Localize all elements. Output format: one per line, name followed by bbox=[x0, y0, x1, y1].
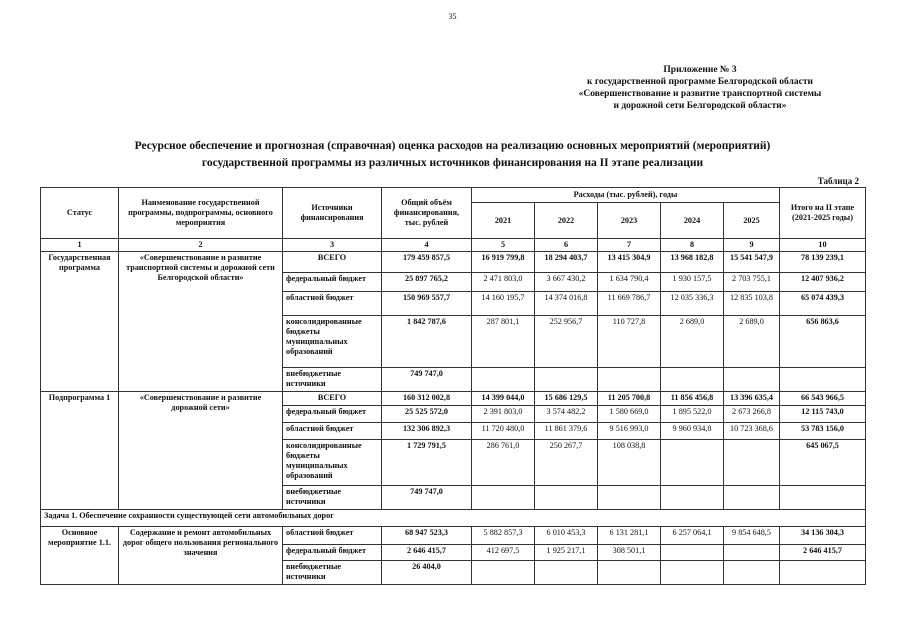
row-source: областной бюджет bbox=[283, 292, 382, 316]
cell-2024 bbox=[661, 486, 724, 510]
header-stage-total: Итого на II этапе (2021-2025 годы) bbox=[780, 188, 866, 239]
cell-2021: 11 720 480,0 bbox=[472, 423, 535, 440]
appendix-heading bbox=[540, 64, 860, 112]
cell-2024 bbox=[661, 440, 724, 486]
cell-2022: 250 267,7 bbox=[535, 440, 598, 486]
cell-total: 25 897 765,2 bbox=[382, 273, 472, 292]
cell-stage: 66 543 966,5 bbox=[780, 392, 866, 406]
cell-total: 2 646 415,7 bbox=[382, 545, 472, 561]
cell-2022 bbox=[535, 368, 598, 392]
cell-2024 bbox=[661, 368, 724, 392]
page-number: 35 bbox=[448, 12, 457, 21]
cell-2022 bbox=[535, 561, 598, 585]
row-name: «Совершенствование и развитие дорожной сети» bbox=[119, 392, 283, 510]
cell-2023: 1 634 790,4 bbox=[598, 273, 661, 292]
cell-stage: 12 115 743,0 bbox=[780, 406, 866, 423]
cell-stage: 78 139 239,1 bbox=[780, 252, 866, 273]
cell-2021: 14 160 195,7 bbox=[472, 292, 535, 316]
cell-2022: 14 374 016,8 bbox=[535, 292, 598, 316]
cell-total: 132 306 892,3 bbox=[382, 423, 472, 440]
column-number-row bbox=[41, 239, 866, 252]
cell-2023: 110 727,8 bbox=[598, 316, 661, 368]
cell-2024 bbox=[661, 545, 724, 561]
row-status: Подпрограмма 1 bbox=[41, 392, 119, 510]
row-source: федеральный бюджет bbox=[283, 406, 382, 423]
cell-2024: 1 895 522,0 bbox=[661, 406, 724, 423]
cell-2022: 6 010 453,3 bbox=[535, 527, 598, 545]
header-year-2025: 2025 bbox=[724, 203, 780, 239]
row-source: федеральный бюджет bbox=[283, 545, 382, 561]
cell-stage: 65 074 439,3 bbox=[780, 292, 866, 316]
row-source: внебюджетные источники bbox=[283, 561, 382, 585]
appendix-line: Приложение № 3 bbox=[663, 65, 737, 75]
cell-total: 25 525 572,0 bbox=[382, 406, 472, 423]
cell-total: 1 729 791,5 bbox=[382, 440, 472, 486]
column-number: 6 bbox=[535, 239, 598, 252]
column-number: 9 bbox=[724, 239, 780, 252]
cell-2021: 14 399 044,0 bbox=[472, 392, 535, 406]
cell-2021: 2 391 803,0 bbox=[472, 406, 535, 423]
cell-2025 bbox=[724, 486, 780, 510]
cell-2023: 13 415 304,9 bbox=[598, 252, 661, 273]
cell-total: 1 842 787,6 bbox=[382, 316, 472, 368]
header-total: Общий объём финансирования, тыс. рублей bbox=[382, 188, 472, 239]
cell-2021 bbox=[472, 368, 535, 392]
cell-2025: 10 723 368,6 bbox=[724, 423, 780, 440]
title-line: Ресурсное обеспечение и прогнозная (справочная) оценка расходов на реализацию основных мероприятий (мероприятий) bbox=[134, 140, 771, 152]
row-source: ВСЕГО bbox=[283, 252, 382, 273]
cell-2025: 15 541 547,9 bbox=[724, 252, 780, 273]
header-year-2021: 2021 bbox=[472, 203, 535, 239]
cell-2025 bbox=[724, 545, 780, 561]
column-number: 1 bbox=[41, 239, 119, 252]
cell-2024: 12 035 336,3 bbox=[661, 292, 724, 316]
cell-stage: 12 407 936,2 bbox=[780, 273, 866, 292]
cell-2022 bbox=[535, 486, 598, 510]
row-source: консолидированные бюджеты муниципальных образований bbox=[283, 316, 382, 368]
column-number: 10 bbox=[780, 239, 866, 252]
column-number: 5 bbox=[472, 239, 535, 252]
cell-total: 179 459 857,5 bbox=[382, 252, 472, 273]
header-status: Статус bbox=[41, 188, 119, 239]
cell-2021 bbox=[472, 486, 535, 510]
row-source: ВСЕГО bbox=[283, 392, 382, 406]
resource-table bbox=[40, 187, 866, 585]
cell-2024: 6 257 064,1 bbox=[661, 527, 724, 545]
title-line: государственной программы из различных источников финансирования на II этапе реализации bbox=[201, 157, 704, 169]
row-source: внебюджетные источники bbox=[283, 486, 382, 510]
row-source: областной бюджет bbox=[283, 527, 382, 545]
cell-total: 150 969 557,7 bbox=[382, 292, 472, 316]
row-source: внебюджетные источники bbox=[283, 368, 382, 392]
cell-2024 bbox=[661, 561, 724, 585]
cell-2025: 9 854 648,5 bbox=[724, 527, 780, 545]
cell-2022: 11 861 379,6 bbox=[535, 423, 598, 440]
cell-2023: 11 205 700,8 bbox=[598, 392, 661, 406]
column-number: 8 bbox=[661, 239, 724, 252]
cell-2022: 3 574 482,2 bbox=[535, 406, 598, 423]
cell-total: 68 947 523,3 bbox=[382, 527, 472, 545]
cell-total: 749 747,0 bbox=[382, 486, 472, 510]
table-row bbox=[41, 527, 866, 545]
cell-2021: 287 801,1 bbox=[472, 316, 535, 368]
cell-total: 749 747,0 bbox=[382, 368, 472, 392]
table-label: Таблица 2 bbox=[817, 176, 859, 186]
cell-2021 bbox=[472, 561, 535, 585]
column-number: 3 bbox=[283, 239, 382, 252]
row-source: федеральный бюджет bbox=[283, 273, 382, 292]
cell-2023: 1 580 669,0 bbox=[598, 406, 661, 423]
cell-stage: 53 783 156,0 bbox=[780, 423, 866, 440]
row-status: Основное мероприятие 1.1. bbox=[41, 527, 119, 585]
cell-2025: 12 835 103,8 bbox=[724, 292, 780, 316]
header-name: Наименование государственной программы, подпрограммы, основного мероприятия bbox=[119, 188, 283, 239]
cell-stage: 34 136 304,3 bbox=[780, 527, 866, 545]
cell-2025 bbox=[724, 561, 780, 585]
header-expenses: Расходы (тыс. рублей), годы bbox=[472, 188, 780, 203]
cell-2023: 11 669 786,7 bbox=[598, 292, 661, 316]
header-year-2023: 2023 bbox=[598, 203, 661, 239]
appendix-line: «Совершенствование и развитие транспортной системы bbox=[578, 89, 822, 99]
cell-2021: 2 471 803,0 bbox=[472, 273, 535, 292]
row-source: консолидированные бюджеты муниципальных образований bbox=[283, 440, 382, 486]
cell-stage: 645 067,5 bbox=[780, 440, 866, 486]
cell-2023 bbox=[598, 486, 661, 510]
cell-2025: 13 396 635,4 bbox=[724, 392, 780, 406]
cell-2023 bbox=[598, 368, 661, 392]
cell-2022: 252 956,7 bbox=[535, 316, 598, 368]
cell-2025: 2 673 266,8 bbox=[724, 406, 780, 423]
cell-2024: 13 968 182,8 bbox=[661, 252, 724, 273]
cell-total: 160 312 002,8 bbox=[382, 392, 472, 406]
row-name: «Совершенствование и развитие транспортной системы и дорожной сети Белгородской области» bbox=[119, 252, 283, 392]
table-row bbox=[41, 392, 866, 406]
cell-2023: 108 038,8 bbox=[598, 440, 661, 486]
appendix-line: к государственной программе Белгородской области bbox=[586, 77, 813, 87]
cell-stage: 656 863,6 bbox=[780, 316, 866, 368]
cell-total: 26 404,0 bbox=[382, 561, 472, 585]
header-sources: Источники финансирования bbox=[283, 188, 382, 239]
cell-2023 bbox=[598, 561, 661, 585]
cell-2023: 308 501,1 bbox=[598, 545, 661, 561]
header-year-2022: 2022 bbox=[535, 203, 598, 239]
cell-2022: 3 667 430,2 bbox=[535, 273, 598, 292]
cell-2025 bbox=[724, 368, 780, 392]
cell-2021: 412 697,5 bbox=[472, 545, 535, 561]
task-row bbox=[41, 510, 866, 527]
table-row bbox=[41, 252, 866, 273]
cell-2022: 1 925 217,1 bbox=[535, 545, 598, 561]
task-title: Задача 1. Обеспечение сохранности существующей сети автомобильных дорог bbox=[41, 510, 866, 527]
cell-2021: 5 882 857,3 bbox=[472, 527, 535, 545]
row-name: Содержание и ремонт автомобильных дорог общего пользования регионального значения bbox=[119, 527, 283, 585]
cell-stage bbox=[780, 486, 866, 510]
column-number: 2 bbox=[119, 239, 283, 252]
cell-2023: 9 516 993,0 bbox=[598, 423, 661, 440]
cell-2025: 2 703 755,1 bbox=[724, 273, 780, 292]
cell-2024: 2 689,0 bbox=[661, 316, 724, 368]
cell-2021: 16 919 799,8 bbox=[472, 252, 535, 273]
cell-2025: 2 689,0 bbox=[724, 316, 780, 368]
cell-stage bbox=[780, 368, 866, 392]
row-source: областной бюджет bbox=[283, 423, 382, 440]
appendix-line: и дорожной сети Белгородской области» bbox=[613, 101, 787, 111]
cell-2024: 1 930 157,5 bbox=[661, 273, 724, 292]
column-number: 7 bbox=[598, 239, 661, 252]
cell-stage: 2 646 415,7 bbox=[780, 545, 866, 561]
cell-2024: 11 856 456,8 bbox=[661, 392, 724, 406]
cell-2025 bbox=[724, 440, 780, 486]
cell-2022: 15 686 129,5 bbox=[535, 392, 598, 406]
cell-2022: 18 294 403,7 bbox=[535, 252, 598, 273]
header-year-2024: 2024 bbox=[661, 203, 724, 239]
row-status: Государственная программа bbox=[41, 252, 119, 392]
document-title bbox=[40, 138, 865, 172]
cell-2023: 6 131 281,1 bbox=[598, 527, 661, 545]
cell-stage bbox=[780, 561, 866, 585]
column-number: 4 bbox=[382, 239, 472, 252]
cell-2024: 9 960 934,8 bbox=[661, 423, 724, 440]
cell-2021: 286 761,0 bbox=[472, 440, 535, 486]
